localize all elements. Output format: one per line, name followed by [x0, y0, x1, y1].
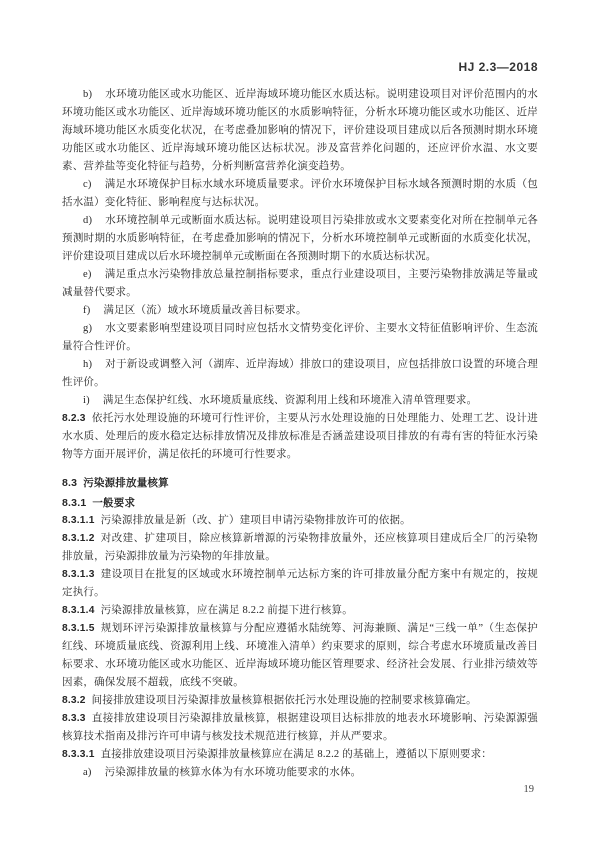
paragraph-text: 满足区（流）域水环境质量改善目标要求。 [103, 305, 307, 316]
list-item [62, 392, 538, 410]
paragraph-text: 直接排放建设项目污染源排放量核算，根据建设项目达标排放的地表水环境影响、污染源源强核算技术指南及排污许可申请与核发技术规范进行核算，并从严要求。 [62, 713, 538, 742]
clause-label: 8.3.1 [62, 497, 87, 509]
clause-label: 8.3.1.1 [62, 515, 95, 526]
page-footer [524, 784, 535, 795]
page-number: 19 [523, 784, 534, 795]
clause-paragraph [62, 620, 538, 692]
paragraph-text: 直接排放建设项目污染源排放量核算应在满足 8.2.2 的基础上，遵循以下原则要求： [100, 749, 493, 760]
clause-label: g) [83, 323, 93, 334]
clause-label: i) [83, 395, 90, 406]
clause-label: 8.3.1.2 [62, 533, 95, 544]
list-item [62, 266, 538, 302]
clause-paragraph [62, 710, 538, 746]
paragraph-text: 满足水环境保护目标水域水环境质量要求。评价水环境保护目标水域各预测时期的水质（包括水温）变化特征、影响程度与达标状况。 [62, 179, 538, 208]
paragraph-text: 污染源排放量的核算水体为有水环境功能要求的水体。 [104, 767, 362, 778]
paragraph-text: 规划环评污染源排放量核算与分配应遵循水陆统筹、河海兼顾、满足“三线一单”（生态保护红线、环境质量底线、资源利用上线、环境准入清单）约束要求的原则，综合考虑水环境质量改善目标要求、水环境功能区或水功能区、近岸海域环境功能区管理要求、经济社会发展、行业排污绩效等因素，确保发展不超载，底线不突破。 [62, 623, 538, 688]
clause-label: e) [83, 269, 92, 280]
clause-label: d) [83, 215, 93, 226]
paragraph-text: 污染源排放量核算 [83, 477, 169, 489]
paragraph-text: 水文要素影响型建设项目同时应包括水文情势变化评价、主要水文特征值影响评价、生态流量符合性评价。 [62, 323, 538, 352]
paragraph-text: 污染源排放量核算，应在满足 8.2.2 前提下进行核算。 [100, 605, 353, 616]
standard-number: HJ 2.3—2018 [458, 60, 538, 74]
paragraph-text: 污染源排放量是新（改、扩）建项目申请污染物排放许可的依据。 [100, 515, 411, 526]
section-heading [62, 474, 538, 492]
clause-label: 8.3.3 [62, 713, 86, 724]
paragraph-text: 间接排放建设项目污染源排放量核算根据依托污水处理设施的控制要求核算确定。 [91, 695, 477, 706]
clause-label: f) [83, 305, 91, 316]
clause-label: 8.3.1.3 [62, 569, 95, 580]
paragraph-text: 水环境功能区或水功能区、近岸海域环境功能区水质达标。说明建设项目对评价范围内的水环境功能区或水功能区、近岸海域环境功能区的水质影响特征，分析水环境功能区或水功能区、近岸海域环境功能区水质变化状况，在考虑叠加影响的情况下，评价建设项目建成以后各预测时期水环境功能区或水功能区、近岸海域环境功能区达标状况。涉及富营养化问题的，还应评价水温、水文要素、营养盐等变化特征与趋势，分析判断富营养化演变趋势。 [62, 89, 538, 172]
paragraph-text: 水环境控制单元或断面水质达标。说明建设项目污染排放或水文要素变化对所在控制单元各预测时期的水质影响特征，在考虑叠加影响的情况下，分析水环境控制单元或断面的水质变化状况，评价建设项目建成以后水环境控制单元或断面在各预测时期下的水质达标状况。 [62, 215, 538, 262]
clause-label: h) [83, 359, 93, 370]
list-item [62, 764, 538, 782]
paragraph-text: 满足重点水污染物排放总量控制指标要求，重点行业建设项目，主要污染物排放满足等量或减量替代要求。 [62, 269, 538, 298]
paragraph-text: 依托污水处理设施的环境可行性评价，主要从污水处理设施的日处理能力、处理工艺、设计进水水质、处理后的废水稳定达标排放情况及排放标准是否涵盖建设项目排放的有毒有害的特征水污染物等方面开展评价，满足依托的环境可行性要求。 [62, 413, 538, 460]
paragraph-text: 对改建、扩建项目，除应核算新增源的污染物排放量外，还应核算项目建成后全厂的污染物排放量，污染源排放量为污染物的年排放量。 [62, 533, 538, 562]
clause-label: a) [83, 767, 92, 778]
clause-label: 8.3.1.5 [62, 623, 95, 634]
paragraph-text: 一般要求 [92, 497, 136, 509]
list-item [62, 320, 538, 356]
clause-label: b) [83, 89, 93, 100]
clause-paragraph [62, 692, 538, 710]
subsection-heading [62, 494, 538, 512]
paragraph-text: 满足生态保护红线、水环境质量底线、资源利用上线和环境准入清单管理要求。 [102, 395, 478, 406]
clause-paragraph [62, 602, 538, 620]
clause-label: 8.3.1.4 [62, 605, 95, 616]
list-item [62, 212, 538, 266]
clause-paragraph [62, 410, 538, 464]
page-header [458, 60, 538, 74]
paragraph-text: 建设项目在批复的区域或水环境控制单元达标方案的许可排放量分配方案中有规定的，按规定执行。 [62, 569, 538, 598]
list-item [62, 86, 538, 176]
clause-label: 8.3 [62, 477, 78, 489]
clause-paragraph [62, 512, 538, 530]
paragraph-text: 对于新设或调整入河（湖库、近岸海域）排放口的建设项目，应包括排放口设置的环境合理性评价。 [62, 359, 538, 388]
list-item [62, 302, 538, 320]
clause-label: 8.2.3 [62, 413, 86, 424]
document-content [62, 86, 538, 782]
clause-label: 8.3.3.1 [62, 749, 95, 760]
clause-paragraph [62, 566, 538, 602]
clause-paragraph [62, 746, 538, 764]
clause-paragraph [62, 530, 538, 566]
clause-label: 8.3.2 [62, 695, 86, 706]
clause-label: c) [83, 179, 92, 190]
list-item [62, 176, 538, 212]
list-item [62, 356, 538, 392]
